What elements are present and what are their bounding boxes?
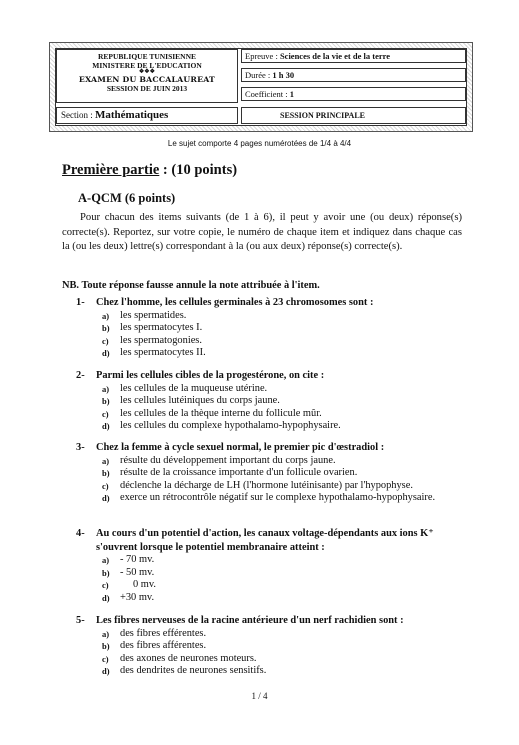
pages-note: Le sujet comporte 4 pages numérotées de 1/4 à 4/4 <box>167 139 352 148</box>
option-d <box>102 420 476 433</box>
option-text: les cellules de la muqueuse utérine. <box>120 382 268 394</box>
option-a <box>102 455 476 468</box>
option-text: des fibres afférentes. <box>120 640 207 652</box>
exam-header <box>49 42 473 132</box>
part-title-text: Première partie <box>62 162 160 178</box>
option-text: les cellules lutéiniques du corps jaune. <box>120 395 280 407</box>
epreuve-label: Epreuve : <box>245 51 278 61</box>
option-letter: c) <box>102 335 109 346</box>
option-a <box>102 310 476 323</box>
option-a <box>102 383 476 396</box>
exam-header-inner <box>55 48 467 126</box>
option-c <box>102 653 476 666</box>
option-text: les cellules de la thèque interne du follicule mûr. <box>120 407 322 419</box>
option-b <box>102 640 476 653</box>
option-text: exerce un rétrocontrôle négatif sur le complexe hypothalamo-hypophysaire. <box>120 492 436 504</box>
option-c <box>102 335 476 348</box>
question-number: 1- <box>76 297 85 308</box>
option-d <box>102 592 476 605</box>
question-text: Au cours d'un potentiel d'action, les canaux voltage-dépendants aux ions K⁺ s'ouvrent lorsque le potentiel membranaire atteint : <box>96 528 434 553</box>
coefficient-row <box>241 87 466 101</box>
question-header <box>76 441 476 455</box>
option-letter: c) <box>102 408 109 419</box>
option-c <box>102 579 476 592</box>
option-a <box>102 628 476 641</box>
question-header <box>76 369 476 383</box>
part-points: : (10 points) <box>159 162 238 178</box>
option-text: résulte de la croissance importante d'un follicule ovarien. <box>120 467 358 479</box>
question-text: Les fibres nerveuses de la racine antérieure d'un nerf rachidien sont : <box>96 615 404 626</box>
option-letter: d) <box>102 348 110 359</box>
option-letter: a) <box>102 383 110 394</box>
option-text: 0 mv. <box>133 579 156 591</box>
option-a <box>102 554 476 567</box>
coefficient-value: 1 <box>289 89 294 99</box>
option-letter: d) <box>102 592 110 603</box>
question-text: Chez la femme à cycle sexuel normal, le premier pic d'œstradiol : <box>96 442 385 453</box>
option-text: les cellules du complexe hypothalamo-hypophysaire. <box>120 420 341 432</box>
option-b <box>102 322 476 335</box>
question-2 <box>76 369 476 433</box>
session-date: SESSION DE JUIN 2013 <box>106 84 188 93</box>
option-letter: b) <box>102 396 110 407</box>
part-title <box>62 162 237 179</box>
question-1 <box>76 296 476 360</box>
option-letter: a) <box>102 555 110 565</box>
duree-row <box>241 68 466 82</box>
option-letter: a) <box>102 628 110 639</box>
option-b <box>102 395 476 408</box>
coefficient-label: Coefficient : <box>245 89 288 99</box>
question-header <box>76 296 476 310</box>
question-4 <box>76 527 476 604</box>
option-d <box>102 665 476 678</box>
option-text: résulte du développement important du corps jaune. <box>120 454 336 466</box>
section-value: Mathématiques <box>95 109 169 121</box>
option-letter: d) <box>102 493 110 504</box>
duree-value: 1 h 30 <box>272 70 295 80</box>
option-letter: a) <box>102 310 110 321</box>
option-text: les spermatides. <box>120 309 187 321</box>
question-header <box>76 527 476 554</box>
option-b <box>102 567 476 580</box>
option-letter: b) <box>102 468 110 479</box>
option-letter: b) <box>102 323 110 334</box>
question-number: 2- <box>76 370 85 381</box>
ornament-stars: ❖❖❖ <box>138 69 156 75</box>
epreuve-value: Sciences de la vie et de la terre <box>279 51 391 61</box>
session-type: SESSION PRINCIPALE <box>241 107 466 124</box>
option-letter: c) <box>102 480 109 491</box>
section-cell <box>56 107 238 124</box>
question-number: 3- <box>76 442 85 453</box>
option-letter: c) <box>102 653 109 664</box>
question-number: 5- <box>76 615 85 626</box>
option-b <box>102 467 476 480</box>
exam-name: EXAMEN DU BACCALAUREAT <box>78 75 216 84</box>
option-text: les spermatocytes I. <box>120 322 203 334</box>
option-text: - 50 mv. <box>120 566 155 578</box>
ministry-name: MINISTERE DE L'EDUCATION <box>92 61 202 70</box>
section-label: Section : <box>61 110 93 120</box>
question-text: Chez l'homme, les cellules germinales à 23 chromosomes sont : <box>96 297 374 308</box>
question-header <box>76 614 476 628</box>
ministry-block <box>56 49 238 103</box>
option-d <box>102 492 476 505</box>
question-3 <box>76 441 476 505</box>
option-text: déclenche la décharge de LH (l'hormone lutéinisante) par l'hypophyse. <box>120 479 413 491</box>
option-text: +30 mv. <box>120 591 155 603</box>
option-c <box>102 408 476 421</box>
option-text: des fibres efférentes. <box>120 627 207 639</box>
question-text: Parmi les cellules cibles de la progestérone, on cite : <box>96 370 325 381</box>
option-text: les spermatocytes II. <box>120 347 206 359</box>
duree-label: Durée : <box>245 70 271 80</box>
page-number: 1 / 4 <box>251 691 268 701</box>
question-5 <box>76 614 476 678</box>
option-text: - 70 mv. <box>120 554 155 565</box>
option-letter: c) <box>102 580 109 591</box>
option-letter: a) <box>102 455 110 466</box>
epreuve-row <box>241 49 466 63</box>
option-c <box>102 480 476 493</box>
country-name: REPUBLIQUE TUNISIENNE <box>97 52 196 61</box>
question-number: 4- <box>76 528 85 539</box>
option-d <box>102 347 476 360</box>
option-text: des axones de neurones moteurs. <box>120 652 257 664</box>
instructions-paragraph: Pour chacun des items suivants (de 1 à 6), il peut y avoir une (ou deux) réponse(s) correcte(s). Reportez, sur votre copie, le numéro de chaque item et indiquez dans chaque cas la (ou les deux) lettre(s) correspondant à la (ou aux deux) réponse(s) correcte(s). <box>62 212 462 252</box>
option-letter: b) <box>102 641 110 652</box>
qcm-title: A-QCM (6 points) <box>78 191 176 205</box>
option-letter: d) <box>102 666 110 677</box>
option-text: les spermatogonies. <box>120 334 202 346</box>
option-letter: b) <box>102 567 110 578</box>
option-text: des dendrites de neurones sensitifs. <box>120 665 267 677</box>
nb-note: NB. Toute réponse fausse annule la note attribuée à l'item. <box>62 280 320 291</box>
option-letter: d) <box>102 421 110 432</box>
